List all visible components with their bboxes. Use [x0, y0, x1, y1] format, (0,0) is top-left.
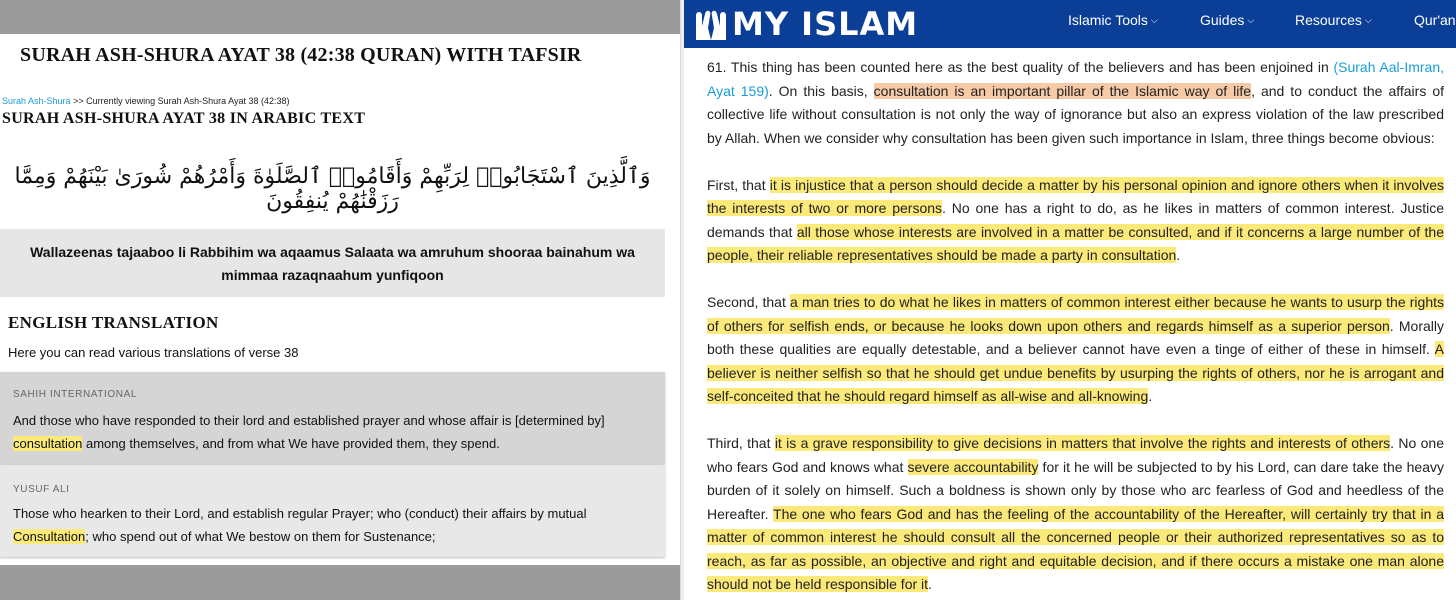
- nav-guides[interactable]: [1200, 12, 1254, 28]
- highlight: The one who fears God and has the feeling of the accountability of the Hereafter, will certainly try that in a matter of common interest he should consult all the concerned people or their authorized representatives so as to reach, as far as possible, an objective and right and equitable decision, and if there occurs a mistake one man alone should not be held responsible for it: [707, 505, 1444, 592]
- tafsir-paragraph-2: [707, 174, 1444, 268]
- logo-text: MY ISLAM: [732, 5, 919, 43]
- translation-text: [13, 409, 652, 455]
- bottom-bar: [0, 565, 680, 600]
- translation-label: SAHIH INTERNATIONAL: [13, 389, 138, 400]
- english-translation-subtitle: Here you can read various translations of verse 38: [8, 345, 299, 360]
- highlight-orange: consultation is an important pillar of the Islamic way of life: [873, 82, 1252, 99]
- text: 61. This thing has been counted here as the best quality of the believers and has been enjoined in: [707, 59, 1334, 75]
- left-pane: [0, 0, 680, 600]
- nav-quran[interactable]: [1414, 12, 1456, 28]
- hands-logo-icon: [692, 6, 730, 42]
- arabic-text-heading: SURAH ASH-SHURA AYAT 38 IN ARABIC TEXT: [2, 110, 366, 127]
- text: . No one who fears God and knows what: [707, 435, 1444, 475]
- text: .: [928, 576, 932, 592]
- text: . No one has a right to do, as he likes in matters of common interest. Justice demands that: [707, 200, 1445, 240]
- text: Third, that: [707, 435, 775, 451]
- english-translation-heading: ENGLISH TRANSLATION: [8, 313, 219, 332]
- top-bar: [0, 0, 680, 34]
- highlight: severe accountability: [907, 458, 1039, 475]
- highlight: all those whose interests are involved in a matter be consulted, and if it concerns a large number of the people, their reliable representatives should be made a party in consultation: [707, 223, 1444, 263]
- nav-resources[interactable]: [1295, 12, 1372, 28]
- text: Second, that: [707, 294, 791, 310]
- site-navbar: [684, 0, 1456, 48]
- nav-islamic-tools[interactable]: [1068, 12, 1158, 28]
- text: First, that: [707, 176, 770, 193]
- text: for it he will be subjected to by his Lord, can dare take the heavy burden of it solely on himself. Such a boldness is shown only by those who arc fearless of God and heedless of the Hereafter.: [707, 458, 1444, 522]
- nav-label: Guides: [1200, 12, 1245, 28]
- nav-label: Resources: [1295, 12, 1362, 28]
- translation-text-part: among themselves, and from what We have provided them, they spend.: [82, 436, 500, 451]
- translation-text-part: Those who hearken to their Lord, and establish regular Prayer; who (conduct) their affairs by mutual: [13, 506, 587, 521]
- breadcrumb-current: >> Currently viewing Surah Ash-Shura Ayat 38 (42:38): [73, 96, 290, 106]
- breadcrumb-surah-link[interactable]: Surah Ash-Shura: [2, 96, 71, 106]
- tafsir-paragraph-3: [707, 291, 1444, 409]
- highlighted-word: Consultation: [13, 529, 86, 544]
- nav-label: Islamic Tools: [1068, 12, 1148, 28]
- translation-label: YUSUF ALI: [13, 484, 70, 495]
- arabic-verse: وَٱلَّذِينَ ٱسْتَجَابُوا۟ لِرَبِّهِمْ وَأَقَامُوا۟ ٱلصَّلَوٰةَ وَأَمْرُهُمْ شُورَىٰ بَيْنَهُمْ وَمِمَّا رَزَقْنَٰهُمْ يُنفِقُونَ: [14, 164, 651, 214]
- text: .: [1176, 247, 1181, 263]
- highlight: it is a grave responsibility to give decisions in matters that involve the rights and interests of others: [774, 435, 1391, 451]
- tafsir-paragraph-4: [707, 432, 1444, 597]
- breadcrumb: [2, 96, 290, 106]
- highlight: it is injustice that a person should decide a matter by his personal opinion and ignore others when it involves the interests of two or more persons: [707, 176, 1445, 216]
- tafsir-content: [707, 56, 1444, 600]
- translation-text: [13, 502, 652, 548]
- translation-yusuf-ali: [0, 465, 665, 557]
- surah-aal-imran-link[interactable]: (Surah Aal-Imran, Ayat 159): [707, 59, 1444, 99]
- highlight: A believer is neither selfish so that he should get undue benefits by usurping the rights of others, nor he is arrogant and self-conceited that he should regard himself as all-wise and all-knowing: [707, 341, 1444, 404]
- highlighted-word: consultation: [13, 436, 83, 451]
- translation-text-part: ; who spend out of what We bestow on them for Sustenance;: [85, 529, 436, 544]
- text: .: [1148, 388, 1153, 404]
- highlight: a man tries to do what he likes in matters of common interest either because he wants to usurp the rights of others for selfish ends, or because he looks down upon others and regards himself as a superior person: [707, 294, 1444, 334]
- right-pane: [684, 0, 1456, 600]
- translation-sahih-international: [0, 372, 665, 464]
- text: . Morally both these qualities are equally detestable, and a believer cannot have even a tinge of either of these in himself.: [707, 317, 1444, 357]
- text: . On this basis,: [768, 82, 874, 99]
- site-logo[interactable]: [692, 5, 918, 43]
- text: , and to conduct the affairs of collective life without consultation is not only the way of ignorance but also an express violation of the law prescribed by Allah. When we consider why consultation has been given such importance in Islam, three things become obvious:: [707, 82, 1444, 146]
- translation-text-part: And those who have responded to their lord and established prayer and whose affair is [determined by]: [13, 413, 605, 428]
- chevron-down-icon: ⌵: [1364, 15, 1372, 25]
- transliteration-box: Wallazeenas tajaaboo li Rabbihim wa aqaamus Salaata wa amruhum shooraa bainahum wa mimmaa razaqnaahum yunfiqoon: [0, 229, 665, 297]
- tafsir-paragraph-1: [707, 56, 1444, 150]
- chevron-down-icon: ⌵: [1247, 15, 1255, 25]
- chevron-down-icon: ⌵: [1150, 15, 1158, 25]
- page-title: SURAH ASH-SHURA AYAT 38 (42:38 QURAN) WITH TAFSIR: [20, 44, 582, 66]
- nav-label: Qur'an: [1414, 12, 1456, 28]
